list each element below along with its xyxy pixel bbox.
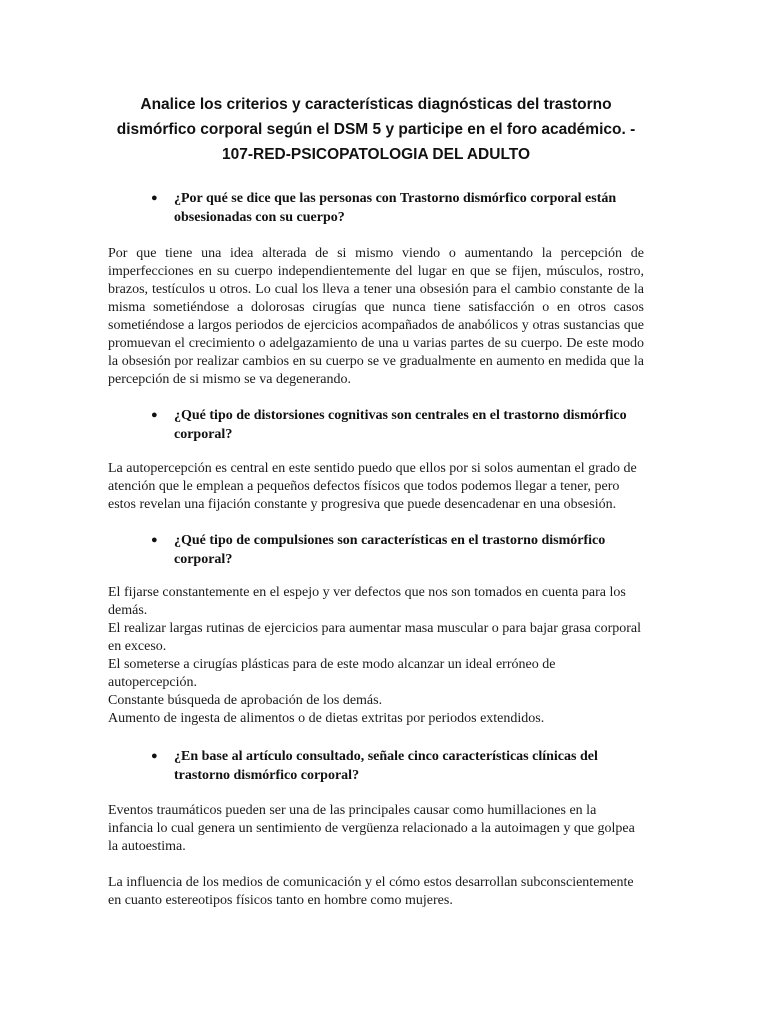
question-1-text: ¿Por qué se dice que las personas con Trastorno dismórfico corporal están obsesionadas con su cuerpo? bbox=[174, 191, 617, 225]
question-3 bbox=[108, 531, 644, 569]
question-4-text: ¿En base al artículo consultado, señale cinco características clínicas del trastorno dismórfico corporal? bbox=[174, 749, 598, 783]
answer-3-line: El fijarse constantemente en el espejo y ver defectos que nos son tomados en cuenta para los demás. bbox=[108, 585, 626, 618]
answer-3-line: El someterse a cirugías plásticas para de este modo alcanzar un ideal erróneo de autopercepción. bbox=[108, 657, 556, 690]
answer-4-paragraph: La influencia de los medios de comunicación y el cómo estos desarrollan subconscientemente en cuanto estereotipos físicos tanto en hombre como mujeres. bbox=[108, 875, 634, 908]
answer-3-line: Constante búsqueda de aprobación de los demás. bbox=[108, 693, 383, 708]
answer-4-paragraph: Eventos traumáticos pueden ser una de las principales causar como humillaciones en la infancia lo cual genera un sentimiento de vergüenza relacionado a la autoimagen y que golpea la autoestima. bbox=[108, 803, 635, 854]
answer-2: La autopercepción es central en este sentido puedo que ellos por si solos aumentan el grado de atención que le emplean a pequeños defectos físicos que todos podemos llegar a tener, pero estos revelan una fijación constante y progresiva que puede desencadenar en una obsesión. bbox=[108, 461, 637, 512]
document-title: Analice los criterios y características diagnósticas del trastorno dismórfico corporal según el DSM 5 y participe en el foro académico. - 107-RED-PSICOPATOLOGIA DEL ADULTO bbox=[116, 96, 636, 163]
bullet-icon: ● bbox=[151, 534, 158, 546]
bullet-icon: ● bbox=[151, 750, 158, 762]
bullet-icon: ● bbox=[151, 192, 158, 204]
answer-1: Por que tiene una idea alterada de si mismo viendo o aumentando la percepción de imperfecciones en su cuerpo independientemente del lugar en que se fijen, músculos, rostro, brazos, testículos u otros. Lo cual los lleva a tener una obsesión para el cambio constante de la misma sometiéndose a dolorosas cirugías que nunca tiene satisfacción o en otros casos sometiéndose a largos periodos de ejercicios acompañados de anabólicos y otras sustancias que promuevan el crecimiento o adelgazamiento de una u varias partes de su cuerpo. De este modo la obsesión por realizar cambios en su cuerpo se ve gradualmente en aumento en medida que la percepción de si mismo se va degenerando. bbox=[108, 246, 644, 387]
question-2 bbox=[108, 406, 644, 444]
bullet-icon: ● bbox=[151, 409, 158, 421]
question-3-text: ¿Qué tipo de compulsiones son características en el trastorno dismórfico corporal? bbox=[174, 533, 606, 567]
question-1 bbox=[108, 189, 644, 227]
question-4 bbox=[108, 747, 644, 785]
answer-3-line: Aumento de ingesta de alimentos o de dietas extritas por periodos extendidos. bbox=[108, 711, 545, 726]
question-2-text: ¿Qué tipo de distorsiones cognitivas son centrales en el trastorno dismórfico corporal? bbox=[174, 408, 627, 442]
answer-3 bbox=[108, 584, 644, 728]
answer-3-line: El realizar largas rutinas de ejercicios para aumentar masa muscular o para bajar grasa corporal en exceso. bbox=[108, 621, 642, 654]
